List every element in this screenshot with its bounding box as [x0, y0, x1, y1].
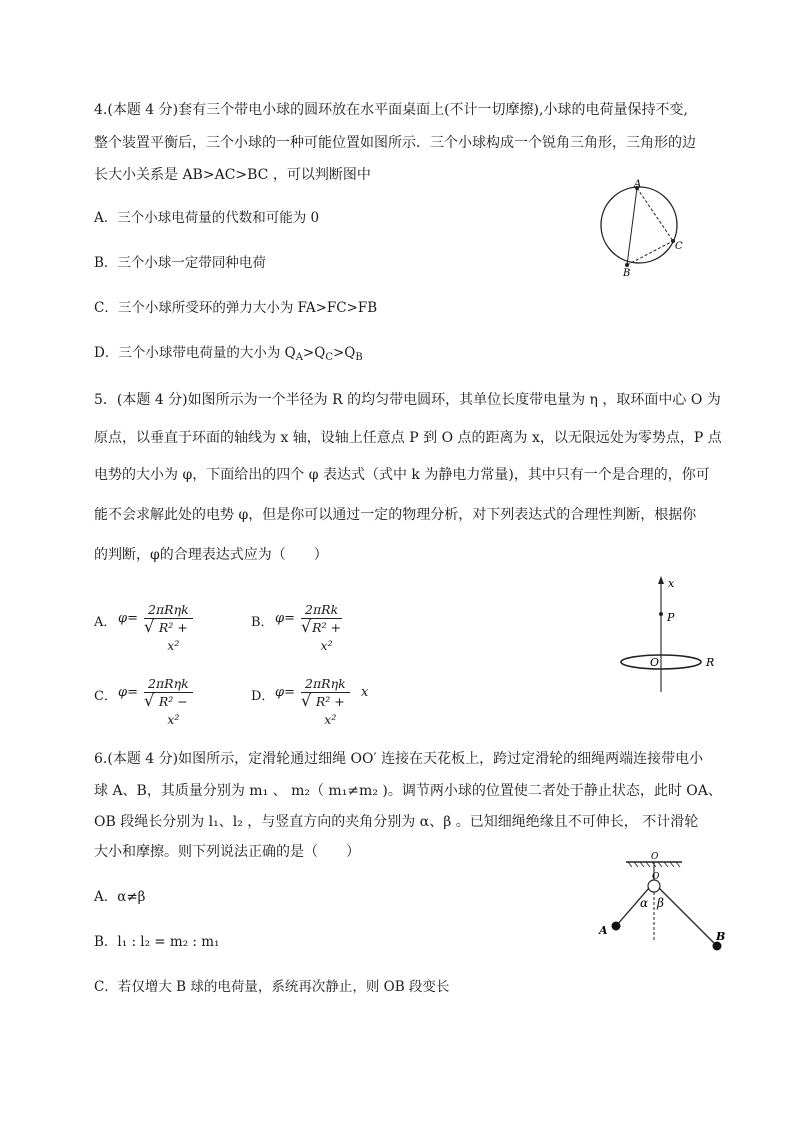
q4-option-d: D．三个小球带电荷量的大小为 $Q_A>Q_C>Q_B$ [94, 345, 363, 363]
q6-fig-label-a: A [599, 924, 608, 937]
q5-stem-line-2: 原点，以垂直于环面的轴线为 x 轴，设轴上任意点 P 到 O 点的距离为 x，以无限远处为零势点，P 点 [94, 430, 722, 446]
q6-fig-label-o-top: O [651, 852, 659, 862]
q6-fig-label-beta: β [657, 896, 664, 910]
q5-stem-line-3: 电势的大小为 φ，下面给出的四个 φ 表达式（式中 k 为静电力常量)，其中只有一个是合理的，你可 [94, 467, 710, 483]
q5-fig-label-o: O [650, 656, 660, 669]
q4-fig-label-a: A [634, 179, 642, 190]
q5-ring-figure [612, 574, 722, 696]
q6-fig-label-alpha: α [640, 896, 649, 910]
q5-fig-label-x: x [668, 577, 675, 590]
q6-fig-label-b: B [716, 930, 726, 943]
q4-fig-label-c: C [675, 241, 683, 252]
q6-fig-label-o: O [652, 872, 660, 882]
q4-option-c: C．三个小球所受环的弹力大小为 FA>FC>FB [94, 300, 378, 316]
q4-stem-line-3: 长大小关系是 AB>AC>BC ，可以判断图中 [94, 167, 371, 183]
q5-stem-line-4: 能不会求解此处的电势 φ，但是你可以通过一定的物理分析，对下列表达式的合理性判断，根据你 [94, 507, 697, 523]
q5-stem-line-1: 5．(本题 4 分)如图所示为一个半径为 R 的均匀带电圆环，其单位长度带电量为 η ，取环面中心 O 为 [94, 392, 721, 408]
q6-stem-line-4: 大小和摩擦。则下列说法正确的是（ ） [94, 844, 360, 860]
q4-stem-line-1: 4.(本题 4 分)套有三个带电小球的圆环放在水平面桌面上(不计一切摩擦),小球的电荷量保持不变, [94, 102, 688, 118]
q6-stem-line-2: 球 A、B，其质量分别为 m₁ 、 m₂（ m₁≠m₂ )。调节两小球的位置使二者处于静止状态，此时 OA、 [94, 783, 722, 799]
q6-pulley-figure [596, 848, 730, 960]
q6-stem-line-3: OB 段绳长分别为 l₁、l₂ ，与竖直方向的夹角分别为 α、β 。已知细绳绝缘且不可伸长， 不计滑轮 [94, 814, 699, 830]
q4-option-b: B．三个小球一定带同种电荷 [94, 255, 266, 271]
q6-option-a: A．α≠β [94, 889, 146, 905]
q5-stem-line-5: 的判断，φ的合理表达式应为（ ） [94, 547, 328, 563]
q5-fig-label-r: R [706, 656, 715, 669]
q6-option-b: B．l₁ : l₂ = m₂ : m₁ [94, 934, 220, 950]
q4-stem-line-2: 整个装置平衡后，三个小球的一种可能位置如图所示．三个小球构成一个锐角三角形，三角形的边 [94, 135, 696, 151]
q6-stem-line-1: 6.(本题 4 分)如图所示，定滑轮通过细绳 OO′ 连接在天花板上，跨过定滑轮的细绳两端连接带电小 [94, 751, 704, 767]
q4-ring-figure [592, 178, 692, 278]
q4-option-a: A．三个小球电荷量的代数和可能为 0 [94, 210, 320, 226]
q4-fig-label-b: B [623, 268, 631, 278]
q6-option-c: C．若仅增大 B 球的电荷量，系统再次静止，则 OB 段变长 [94, 979, 450, 995]
q5-fig-label-p: P [667, 611, 675, 624]
